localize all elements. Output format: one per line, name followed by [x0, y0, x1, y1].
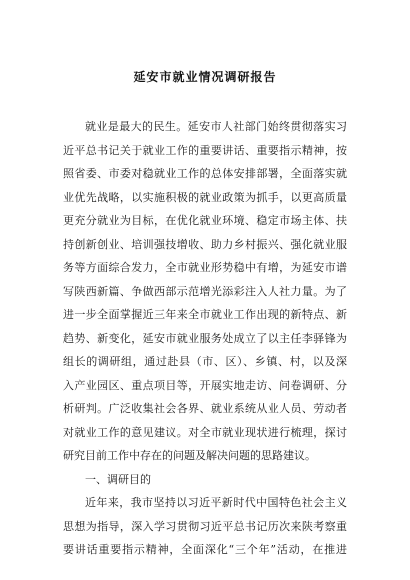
body-paragraph: [63, 491, 347, 562]
paragraph-line: 趋势、新变化，延安市就业服务处成立了以主任李驿锋为: [63, 331, 347, 345]
paragraph-line: 组长的调研组，通过赴县（市、区）、乡镇、村，以及深: [63, 355, 347, 368]
paragraph-line: 照省委、市委对稳就业工作的总体安排部署，全面落实就: [63, 167, 347, 180]
document-body: [63, 115, 347, 562]
paragraph-line: 业优先战略，以实施积极的就业政策为抓手，以更高质量: [63, 190, 347, 204]
paragraph-line: 入产业园区、重点项目等，开展实地走访、问卷调研、分: [63, 378, 347, 392]
paragraph-line: 写陕西新篇、争做西部示范增光添彩注入人社力量。为了: [63, 284, 347, 298]
paragraph-line: 要讲话重要指示精神，全面深化“三个年”活动，在推进: [63, 543, 347, 556]
section-heading: [63, 468, 347, 492]
paragraph-line: 近年来，我市坚持以习近平新时代中国特色社会主义: [85, 496, 347, 509]
paragraph-line: 就业是最大的民生。延安市人社部门始终贯彻落实习: [85, 120, 347, 133]
paragraph-line: 思想为指导，深入学习贯彻习近平总书记历次来陕考察重: [63, 519, 347, 533]
paragraph-line: 近平总书记关于就业工作的重要讲话、重要指示精神，按: [63, 143, 347, 157]
paragraph-line: 对就业工作的意见建议。对全市就业现状进行梳理，探讨: [63, 425, 347, 439]
paragraph-line: 务等方面综合发力，全市就业形势稳中有增，为延安市谱: [63, 261, 347, 274]
document-title: 延安市就业情况调研报告: [133, 70, 277, 84]
paragraph-line: 研究目前工作中存在的问题及解决问题的思路建议。: [63, 449, 316, 462]
heading-text: 一、调研目的: [85, 472, 151, 486]
paragraph-line: 持创新创业、培训强技增收、助力乡村振兴、强化就业服: [63, 237, 347, 251]
paragraph-line: 进一步全面掌握近三年来全市就业工作出现的新特点、新: [63, 308, 347, 321]
paragraph-line: 更充分就业为目标，在优化就业环境、稳定市场主体、扶: [63, 214, 347, 227]
paragraph-line: 析研判。广泛收集社会各界、就业系统从业人员、劳动者: [63, 402, 347, 415]
body-paragraph: [63, 115, 347, 468]
